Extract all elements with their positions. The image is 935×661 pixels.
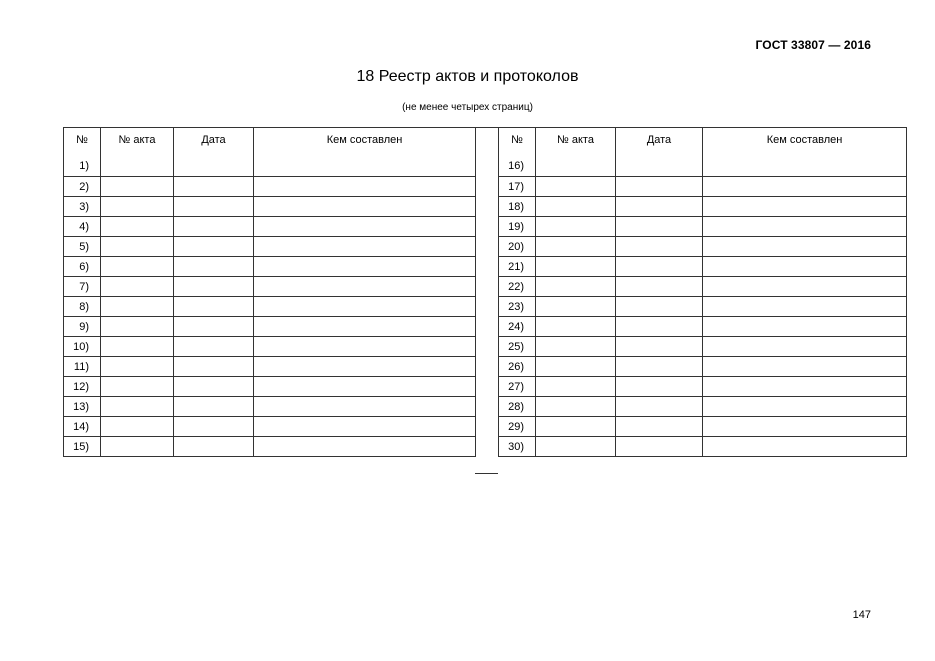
table-row [499,437,907,457]
compiled-by-cell [703,377,907,397]
section-title: 18 Реестр актов и протоколов [356,68,579,85]
row-number: 18) [499,197,536,217]
act-number-cell [536,337,616,357]
act-number-cell [536,237,616,257]
date-cell [174,317,254,337]
date-cell [174,397,254,417]
act-number-cell [536,156,616,177]
act-number-cell [101,417,174,437]
compiled-by-cell [703,177,907,197]
table-row [64,377,476,397]
date-cell [174,277,254,297]
compiled-by-cell [254,377,476,397]
act-number-cell [536,257,616,277]
date-cell [616,237,703,257]
compiled-by-cell [703,156,907,177]
table-row [499,377,907,397]
section-subtitle: (не менее четырех страниц) [402,102,533,113]
date-cell [174,177,254,197]
compiled-by-cell [254,237,476,257]
compiled-by-cell [254,197,476,217]
date-cell [174,437,254,457]
date-cell [174,357,254,377]
table-row [64,417,476,437]
act-number-cell [536,277,616,297]
table-row [64,317,476,337]
table-row [499,237,907,257]
column-header-compiled-by: Кем составлен [254,128,476,156]
standard-code: ГОСТ 33807 — 2016 [755,38,871,52]
act-number-cell [101,156,174,177]
row-number: 19) [499,217,536,237]
row-number: 4) [64,217,101,237]
compiled-by-cell [254,156,476,177]
table-row [64,357,476,377]
date-cell [616,257,703,277]
row-number: 25) [499,337,536,357]
table-row [64,177,476,197]
table-row [64,277,476,297]
date-cell [174,417,254,437]
compiled-by-cell [703,417,907,437]
row-number: 5) [64,237,101,257]
table-row [64,297,476,317]
act-number-cell [536,417,616,437]
compiled-by-cell [703,197,907,217]
row-number: 12) [64,377,101,397]
compiled-by-cell [254,277,476,297]
column-header-date: Дата [616,128,703,156]
table-row [64,217,476,237]
date-cell [616,156,703,177]
compiled-by-cell [703,237,907,257]
compiled-by-cell [703,257,907,277]
column-header-number: № [64,128,101,156]
compiled-by-cell [254,397,476,417]
date-cell [616,417,703,437]
act-number-cell [101,337,174,357]
table-row [499,177,907,197]
table-row [499,297,907,317]
row-number: 10) [64,337,101,357]
row-number: 3) [64,197,101,217]
registry-table-right [498,127,907,457]
date-cell [616,337,703,357]
compiled-by-cell [254,317,476,337]
table-row [64,437,476,457]
row-number: 26) [499,357,536,377]
act-number-cell [101,217,174,237]
table-row [499,156,907,177]
compiled-by-cell [703,277,907,297]
row-number: 20) [499,237,536,257]
row-number: 6) [64,257,101,277]
act-number-cell [101,317,174,337]
row-number: 30) [499,437,536,457]
date-cell [616,217,703,237]
compiled-by-cell [703,397,907,417]
compiled-by-cell [703,317,907,337]
row-number: 22) [499,277,536,297]
act-number-cell [101,257,174,277]
act-number-cell [101,237,174,257]
act-number-cell [536,317,616,337]
date-cell [174,217,254,237]
act-number-cell [101,357,174,377]
act-number-cell [536,377,616,397]
row-number: 8) [64,297,101,317]
table-row [499,217,907,237]
act-number-cell [536,177,616,197]
compiled-by-cell [254,417,476,437]
compiled-by-cell [254,217,476,237]
date-cell [616,397,703,417]
date-cell [616,317,703,337]
act-number-cell [101,397,174,417]
table-row [64,397,476,417]
row-number: 17) [499,177,536,197]
act-number-cell [536,437,616,457]
table-row [64,257,476,277]
act-number-cell [536,397,616,417]
row-number: 13) [64,397,101,417]
compiled-by-cell [703,437,907,457]
date-cell [616,377,703,397]
row-number: 11) [64,357,101,377]
row-number: 2) [64,177,101,197]
table-row [499,257,907,277]
column-header-act-number: № акта [101,128,174,156]
registry-table-left [63,127,476,457]
act-number-cell [101,197,174,217]
column-header-act-number: № акта [536,128,616,156]
act-number-cell [101,437,174,457]
row-number: 29) [499,417,536,437]
date-cell [174,297,254,317]
act-number-cell [101,177,174,197]
compiled-by-cell [254,357,476,377]
compiled-by-cell [703,357,907,377]
table-row [64,237,476,257]
column-header-compiled-by: Кем составлен [703,128,907,156]
table-row [499,197,907,217]
table-row [499,397,907,417]
row-number: 16) [499,156,536,177]
act-number-cell [536,297,616,317]
date-cell [174,156,254,177]
row-number: 1) [64,156,101,177]
row-number: 24) [499,317,536,337]
table-row [499,357,907,377]
column-header-date: Дата [174,128,254,156]
row-number: 9) [64,317,101,337]
row-number: 23) [499,297,536,317]
row-number: 27) [499,377,536,397]
act-number-cell [101,377,174,397]
row-number: 21) [499,257,536,277]
row-number: 14) [64,417,101,437]
date-cell [616,297,703,317]
date-cell [616,437,703,457]
compiled-by-cell [254,337,476,357]
act-number-cell [101,277,174,297]
table-row [499,317,907,337]
table-row [499,337,907,357]
date-cell [616,357,703,377]
compiled-by-cell [703,217,907,237]
date-cell [174,257,254,277]
row-number: 7) [64,277,101,297]
compiled-by-cell [703,297,907,317]
date-cell [616,177,703,197]
compiled-by-cell [703,337,907,357]
table-row [64,156,476,177]
table-gap [475,127,498,474]
row-number: 28) [499,397,536,417]
act-number-cell [536,197,616,217]
row-number: 15) [64,437,101,457]
date-cell [174,197,254,217]
compiled-by-cell [254,297,476,317]
date-cell [174,337,254,357]
date-cell [616,197,703,217]
date-cell [616,277,703,297]
page-number: 147 [852,609,871,621]
act-number-cell [536,217,616,237]
date-cell [174,237,254,257]
table-row [64,197,476,217]
compiled-by-cell [254,437,476,457]
act-number-cell [536,357,616,377]
table-row [499,417,907,437]
act-number-cell [101,297,174,317]
table-row [64,337,476,357]
compiled-by-cell [254,257,476,277]
compiled-by-cell [254,177,476,197]
table-row [499,277,907,297]
column-header-number: № [499,128,536,156]
date-cell [174,377,254,397]
